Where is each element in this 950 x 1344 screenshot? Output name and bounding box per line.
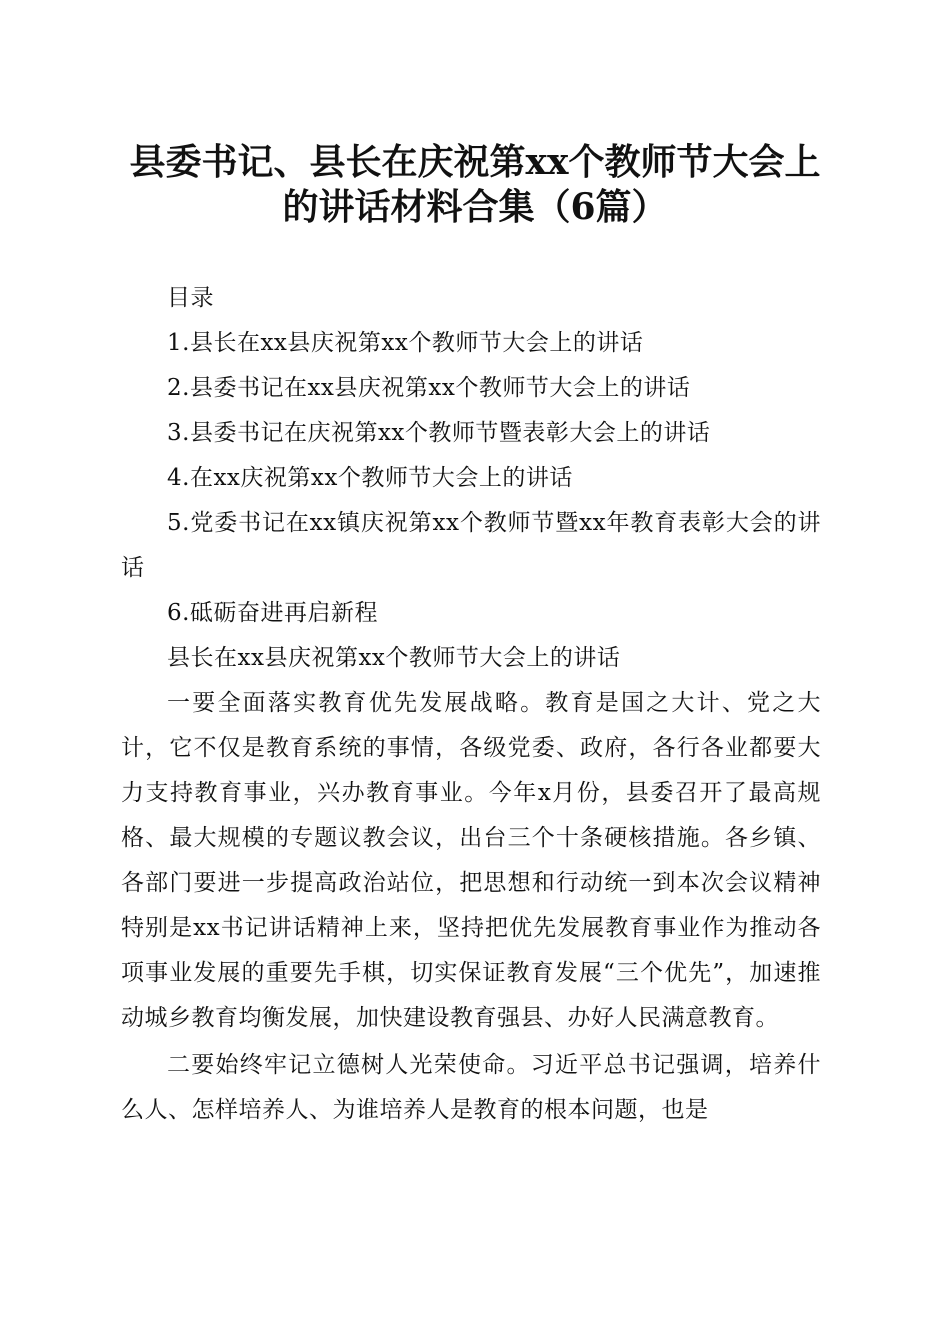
document-title-line-2: 的讲话材料合集（6篇） <box>282 186 668 228</box>
toc-item-4: 4.在xx庆祝第xx个教师节大会上的讲话 <box>167 465 573 491</box>
body-paragraph-2: 二要始终牢记立德树人光荣使命。习近平总书记强调，培养什么人、怎样培养人、为谁培养人是教育的根本问题，也是 <box>121 1052 821 1123</box>
body-paragraph-1: 一要全面落实教育优先发展战略。教育是国之大计、党之大计，它不仅是教育系统的事情，各级党委、政府，各行各业都要大力支持教育事业，兴办教育事业。今年x月份，县委召开了最高规格、最大规模的专题议教会议，出台三个十条硬核措施。各乡镇、各部门要进一步提高政治站位，把思想和行动统一到本次会议精神特别是xx书记讲话精神上来，坚持把优先发展教育事业作为推动各项事业发展的重要先手棋，切实保证教育发展“三个优先”，加速推动城乡教育均衡发展，加快建设教育强县、办好人民满意教育。 <box>121 690 821 1031</box>
toc-item-5: 5.党委书记在xx镇庆祝第xx个教师节暨xx年教育表彰大会的讲话 <box>121 510 821 581</box>
toc-item-3: 3.县委书记在庆祝第xx个教师节暨表彰大会上的讲话 <box>167 420 711 446</box>
toc-heading: 目录 <box>167 285 214 311</box>
document-body <box>121 276 821 1133</box>
toc-item-1: 1.县长在xx县庆祝第xx个教师节大会上的讲话 <box>167 330 644 356</box>
document-title-line-1: 县委书记、县长在庆祝第xx个教师节大会上 <box>129 141 821 183</box>
toc-item-6: 6.砥砺奋进再启新程 <box>167 600 378 626</box>
toc-item-2: 2.县委书记在xx县庆祝第xx个教师节大会上的讲话 <box>167 375 691 401</box>
section-title: 县长在xx县庆祝第xx个教师节大会上的讲话 <box>167 645 621 671</box>
